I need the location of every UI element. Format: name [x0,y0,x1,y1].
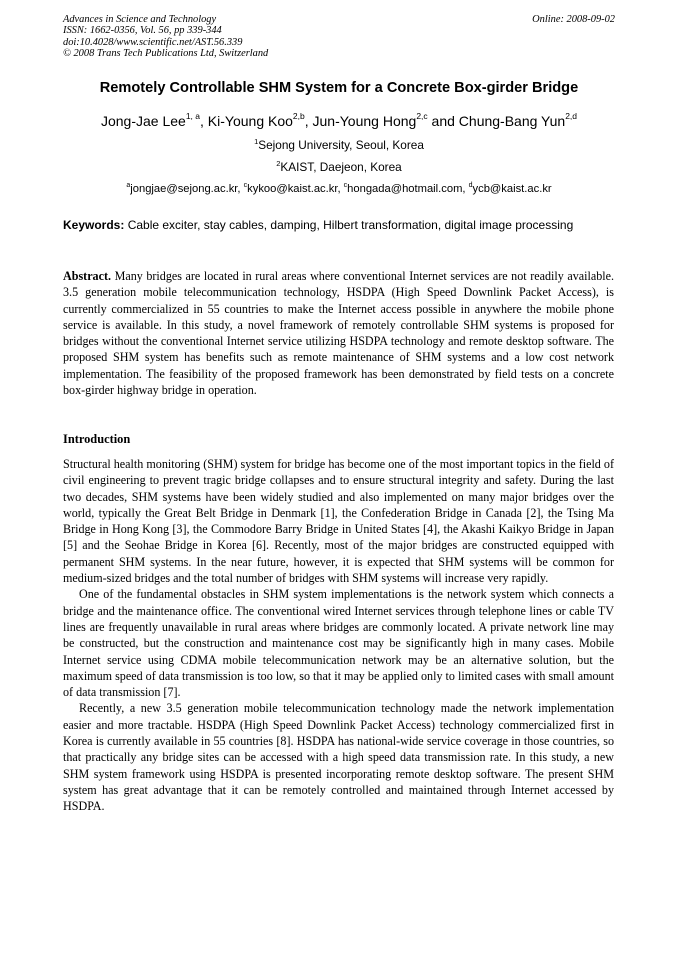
paragraph: Structural health monitoring (SHM) system for bridge has become one of the most important topics in the field of civil engineering to prevent tragic bridge collapses and to ensure structural integrity and safety. During the last two decades, SHM systems have been widely studied and also implemented on many major bridges over the world, typically the Great Belt Bridge in Denmark [1], the Confederation Bridge in Canada [2], the Tsing Ma Bridge in Hong Kong [3], the Commodore Barry Bridge in United States [4], the Akashi Kaikyo Bridge in Japan [5] and the Seohae Bridge in Korea [6]. Recently, most of the major bridges are constructed equipped with permanent SHM systems. In the near future, however, it is expected that SHM systems will be common for medium-sized bridges and the total number of bridges with SHM systems will increase very rapidly. [63,457,614,586]
affiliation-number: 2 [276,159,281,168]
author-affiliation-mark: 2,b [292,111,305,121]
email-mark: a [126,182,131,189]
keywords-text: Cable exciter, stay cables, damping, Hilbert transformation, digital image processing [124,218,574,232]
author-name: Ki-Young Koo [207,113,293,129]
email-mark: c [343,182,348,189]
email-list [40,181,638,197]
introduction-body [63,456,614,815]
author-name: Jong-Jae Lee [100,113,186,129]
journal-name: Advances in Science and Technology [63,14,217,25]
email-mark: c [243,182,248,189]
affiliation-text: KAIST, Daejeon, Korea [280,160,402,174]
author-affiliation-mark: 1, a [185,111,201,121]
doi-line[interactable]: doi:10.4028/www.scientific.net/AST.56.339 [63,36,243,48]
email-address[interactable]: jongjae@sejong.ac.kr, [130,183,244,195]
abstract-label: Abstract. [63,269,112,283]
author-name: Chung-Bang Yun [458,113,566,129]
affiliation-1 [40,137,638,153]
section-heading-introduction: Introduction [63,432,131,446]
email-mark: d [468,182,473,189]
author-separator: , [304,113,313,129]
author-separator: , [200,113,208,129]
keywords [63,217,623,233]
paragraph: One of the fundamental obstacles in SHM system implementations is the network system which connects a bridge and the maintenance office. The conventional wired Internet services through telephone lines or cable TV lines are frequently unavailable in rural areas where bridges are commonly located. A private network line may be constructed, but the construction and maintenance cost may be significantly high in many cases. Mobile Internet service using CDMA mobile telecommunication network may be an alternative solution, but the maximum speed of data transmission is too low, so that it may be applied only to limited cases with small amount of data transmission [7]. [63,587,614,700]
email-address[interactable]: ycb@kaist.ac.kr [472,183,552,195]
email-address[interactable]: kykoo@kaist.ac.kr, [247,183,344,195]
journal-header [63,14,615,60]
affiliation-number: 1 [254,137,259,146]
issn-line: ISSN: 1662-0356, Vol. 56, pp 339-344 [63,25,222,37]
paper-title: Remotely Controllable SHM System for a Concrete Box-girder Bridge [99,80,579,96]
affiliation-text: Sejong University, Seoul, Korea [258,138,424,152]
author-affiliation-mark: 2,c [416,111,428,121]
copyright-line: © 2008 Trans Tech Publications Ltd, Switzerland [63,48,269,60]
email-address[interactable]: hongada@hotmail.com, [347,183,469,195]
online-date: Online: 2008-09-02 [532,14,615,25]
author-affiliation-mark: 2,d [565,111,578,121]
abstract-text: Many bridges are located in rural areas where conventional Internet services are not readily available. 3.5 generation mobile telecommunication technology, HSDPA (High Speed Downlink Packet Access), is currently commercialized in 55 countries to make the Internet access possible in anywhere the mobile phone service is available. In this study, a novel framework of remotely controllable SHM systems is proposed for bridges without the conventional Internet service utilizing HSDPA technology and remote desktop software. The proposed SHM system has benefits such as remote maintenance of SHM systems and a low cost network implementation. The feasibility of the proposed framework has been demonstrated by field tests on a concrete box-girder highway bridge in operation. [63,269,614,398]
paragraph: Recently, a new 3.5 generation mobile telecommunication technology made the network implementation easier and more tractable. HSDPA (High Speed Downlink Packet Access) technology commercialized first in Korea is currently available in 55 countries [8]. HSDPA has national-wide service coverage in those countries, so that practically any bridge sites can be accessed with a high speed data transmission rate. In this study, a new SHM system framework using HSDPA is presented incorporating remote desktop software. The present SHM system has great advantage that it can be remotely controlled and maintained through Internet accessed by HSDPA. [63,701,614,814]
author-name: Jun-Young Hong [312,113,417,129]
author-separator: and [427,113,459,129]
abstract [63,268,614,398]
author-list [20,111,658,131]
affiliation-2 [40,159,638,175]
keywords-label: Keywords: [63,218,125,232]
